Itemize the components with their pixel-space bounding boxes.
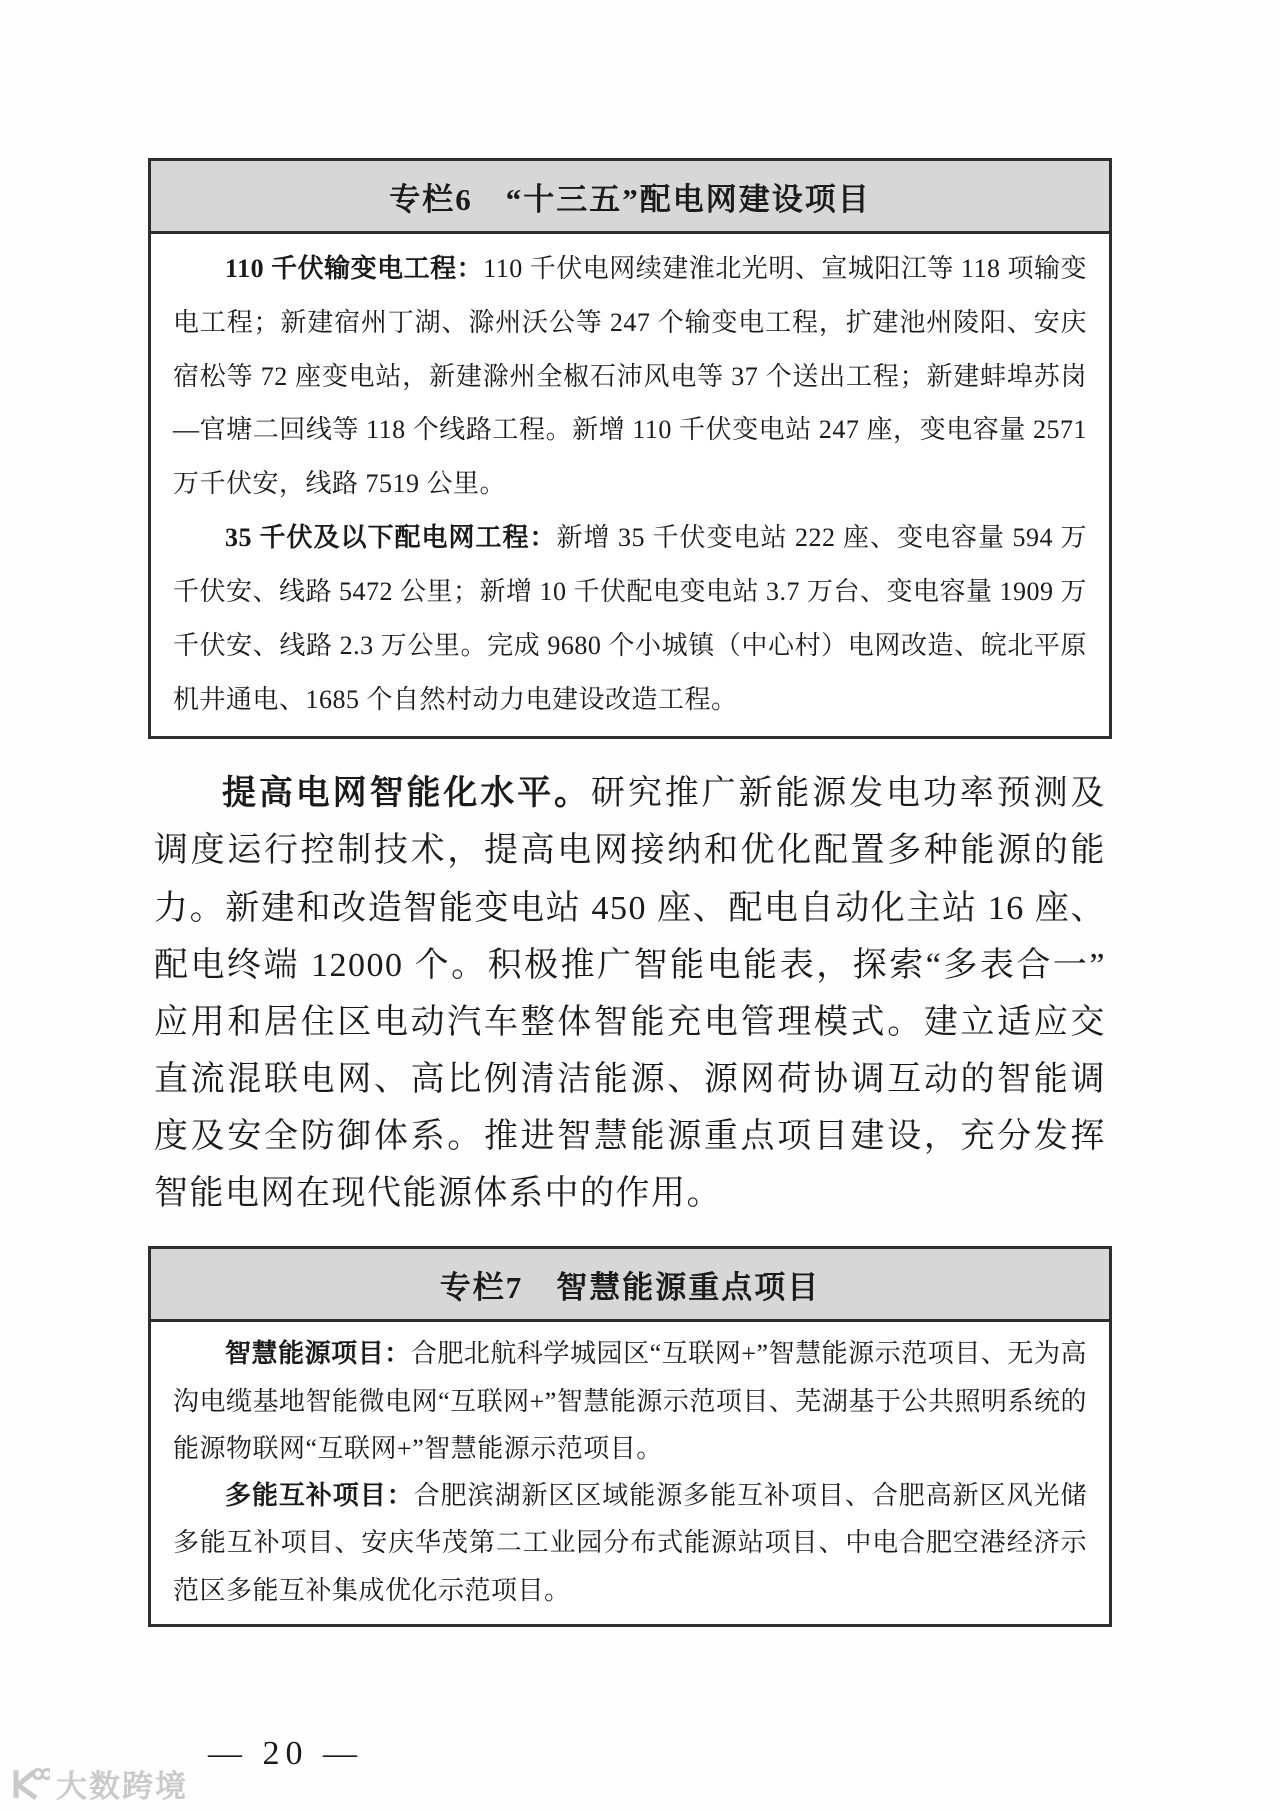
callout-box-column6-title: 专栏6 “十三五”配电网建设项目	[151, 161, 1109, 234]
callout-box-column7-body	[151, 1322, 1109, 1624]
watermark	[10, 1761, 188, 1806]
callout-box-column7	[148, 1246, 1112, 1627]
paragraph-text: 合肥北航科学城园区“互联网+”智慧能源示范项目、无为高沟电缆基地智能微电网“互联网+”智慧能源示范项目、芜湖基于公共照明系统的能源物联网“互联网+”智慧能源示范项目。	[173, 1339, 1087, 1463]
paragraph-text: 研究推广新能源发电功率预测及调度运行控制技术，提高电网接纳和优化配置多种能源的能力。新建和改造智能变电站 450 座、配电自动化主站 16 座、配电终端 12000 个。积极推广智能电能表，探索“多表合一”应用和居住区电动汽车整体智能充电管理模式。建立适应交直流混联电网、高比例清洁能源、源网荷协调互动的智能调度及安全防御体系。推进智慧能源重点项目建设，充分发挥智能电网在现代能源体系中的作用。	[154, 775, 1107, 1213]
callout-paragraph-110kv	[173, 242, 1087, 511]
paragraph-text: 110 千伏电网续建淮北光明、宣城阳江等 118 项输变电工程；新建宿州丁湖、滁州沃公等 247 个输变电工程，扩建池州陵阳、安庆宿松等 72 座变电站，新建滁州全椒石沛风电等 37 个送出工程；新建蚌埠苏岗—官塘二回线等 118 个线路工程。新增 110 千伏变电站 247 座，变电容量 2571 万千伏安，线路 7519 公里。	[173, 254, 1087, 499]
callout-box-column6-body	[151, 234, 1109, 736]
document-content	[148, 158, 1112, 1773]
page-number: — 20 —	[208, 1735, 363, 1773]
paragraph-text: 新增 35 千伏变电站 222 座、变电容量 594 万千伏安、线路 5472 公里；新增 10 千伏配电变电站 3.7 万台、变电容量 1909 万千伏安、线路 2.3 万公里。完成 9680 个小城镇（中心村）电网改造、皖北平原机井通电、1685 个自然村动力电建设改造工程。	[173, 523, 1088, 714]
paragraph-lead: 35 千伏及以下配电网工程：	[225, 523, 557, 553]
callout-paragraph-multi-energy	[173, 1472, 1087, 1614]
callout-box-column7-title: 专栏7 智慧能源重点项目	[151, 1249, 1109, 1322]
watermark-text: 大数跨境	[56, 1769, 188, 1804]
callout-paragraph-35kv	[173, 511, 1087, 726]
paragraph-text: 合肥滨湖新区区域能源多能互补项目、合肥高新区风光储多能互补项目、安庆华茂第二工业园分布式能源站项目、中电合肥空港经济示范区多能互补集成优化示范项目。	[173, 1481, 1087, 1605]
paragraph-lead: 多能互补项目：	[225, 1481, 414, 1511]
callout-paragraph-smart-energy	[173, 1330, 1087, 1472]
paragraph-lead: 提高电网智能化水平。	[222, 775, 591, 813]
body-paragraph-grid-intelligence	[154, 765, 1106, 1222]
paragraph-lead: 110 千伏输变电工程：	[225, 254, 484, 283]
paragraph-lead: 智慧能源项目：	[225, 1339, 411, 1369]
callout-box-column6	[148, 158, 1112, 739]
watermark-logo-icon	[10, 1766, 50, 1802]
